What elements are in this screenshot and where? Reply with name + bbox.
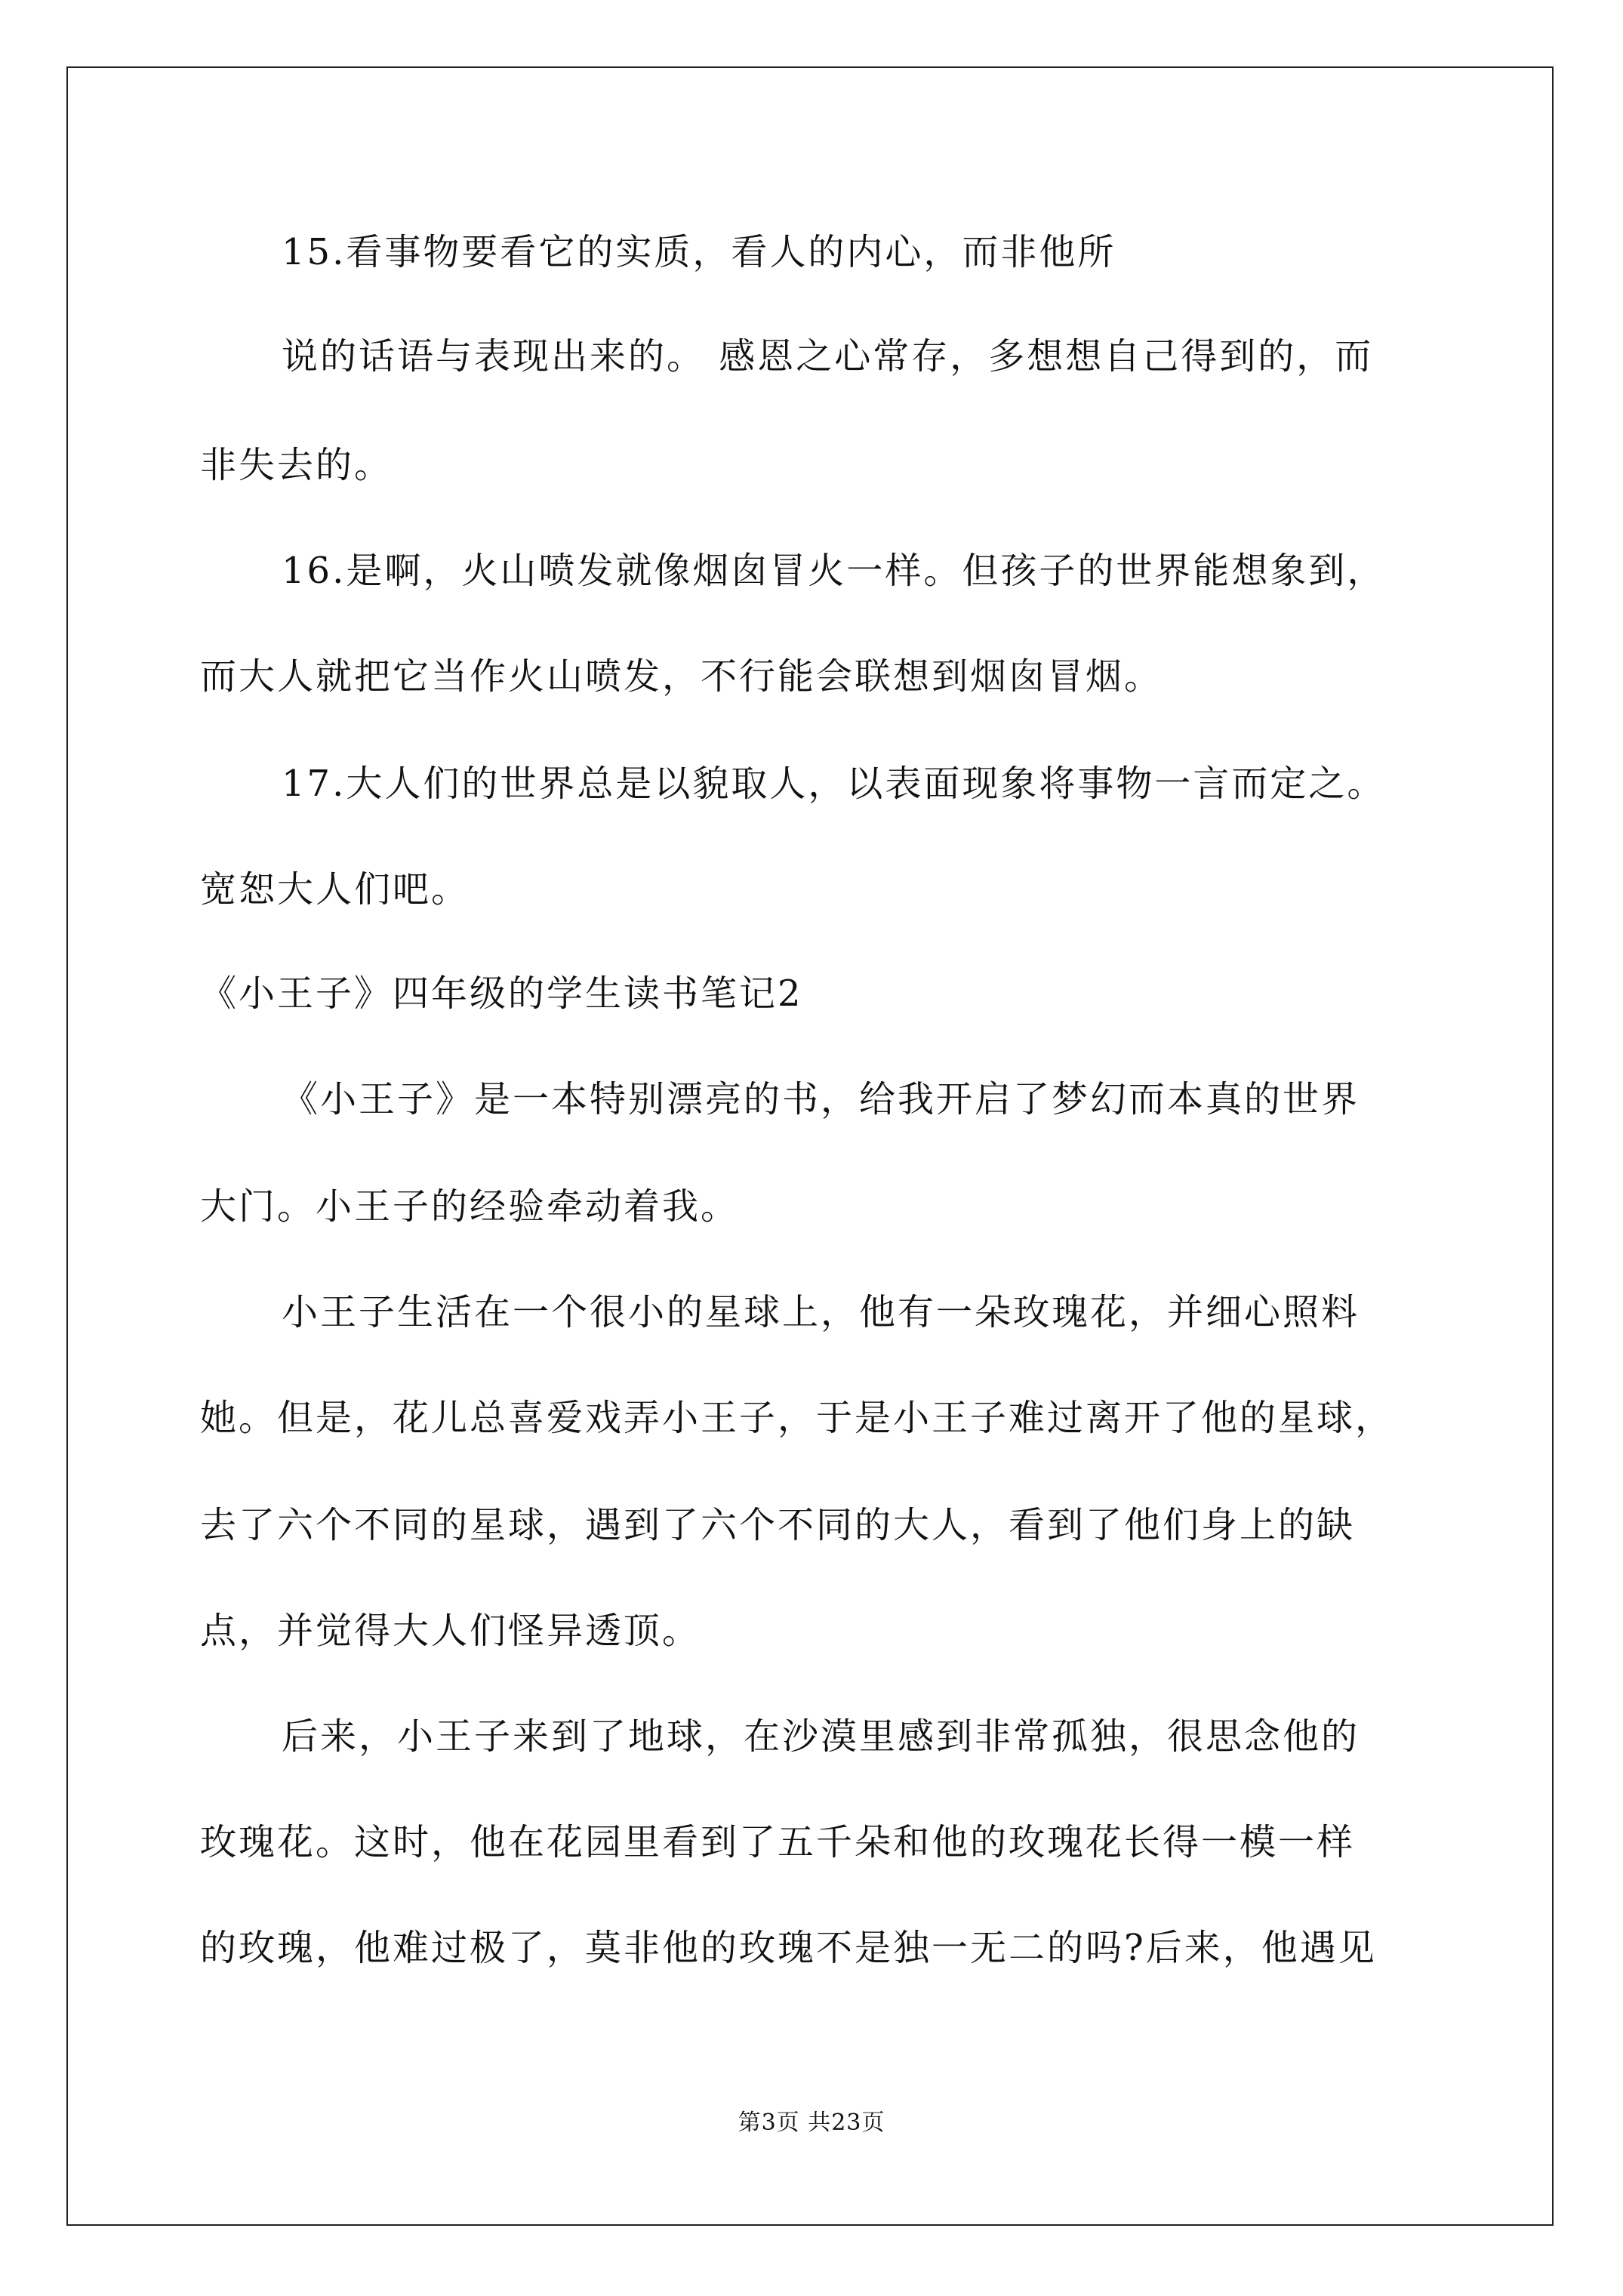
text-line-7: 宽恕大人们吧。 bbox=[200, 868, 470, 911]
text-line-10: 大门。小王子的经验牵动着我。 bbox=[200, 1185, 740, 1228]
text-line-4: 16.是啊，火山喷发就像烟囱冒火一样。但孩子的世界能想象到， bbox=[282, 550, 1386, 592]
text-line-6: 17.大人们的世界总是以貌取人，以表面现象将事物一言而定之。 bbox=[282, 763, 1386, 805]
text-line-15: 后来，小王子来到了地球，在沙漠里感到非常孤独，很思念他的 bbox=[282, 1715, 1360, 1758]
text-line-3: 非失去的。 bbox=[200, 444, 393, 486]
text-line-11: 小王子生活在一个很小的星球上，他有一朵玫瑰花，并细心照料 bbox=[282, 1291, 1360, 1333]
text-line-17: 的玫瑰，他难过极了，莫非他的玫瑰不是独一无二的吗?后来，他遇见 bbox=[200, 1927, 1377, 1969]
text-line-2: 说的话语与表现出来的。 感恩之心常存，多想想自己得到的，而 bbox=[282, 335, 1374, 378]
page-border bbox=[66, 66, 1554, 2226]
text-line-5: 而大人就把它当作火山喷发，不行能会联想到烟囱冒烟。 bbox=[200, 655, 1163, 698]
text-line-1: 15.看事物要看它的实质，看人的内心，而非他所 bbox=[282, 231, 1116, 273]
section-heading: 《小王子》四年级的学生读书笔记2 bbox=[200, 972, 803, 1015]
text-line-14: 点，并觉得大人们怪异透顶。 bbox=[200, 1610, 701, 1652]
text-line-16: 玫瑰花。这时，他在花园里看到了五千朵和他的玫瑰花长得一模一样 bbox=[200, 1821, 1356, 1863]
page-number-footer: 第3页 共23页 bbox=[738, 2110, 885, 2136]
text-line-13: 去了六个不同的星球，遇到了六个不同的大人，看到了他们身上的缺 bbox=[200, 1504, 1356, 1546]
text-line-9: 《小王子》是一本特别漂亮的书，给我开启了梦幻而本真的世界 bbox=[282, 1078, 1360, 1120]
text-line-12: 她。但是，花儿总喜爱戏弄小王子，于是小王子难过离开了他的星球， bbox=[200, 1397, 1394, 1439]
